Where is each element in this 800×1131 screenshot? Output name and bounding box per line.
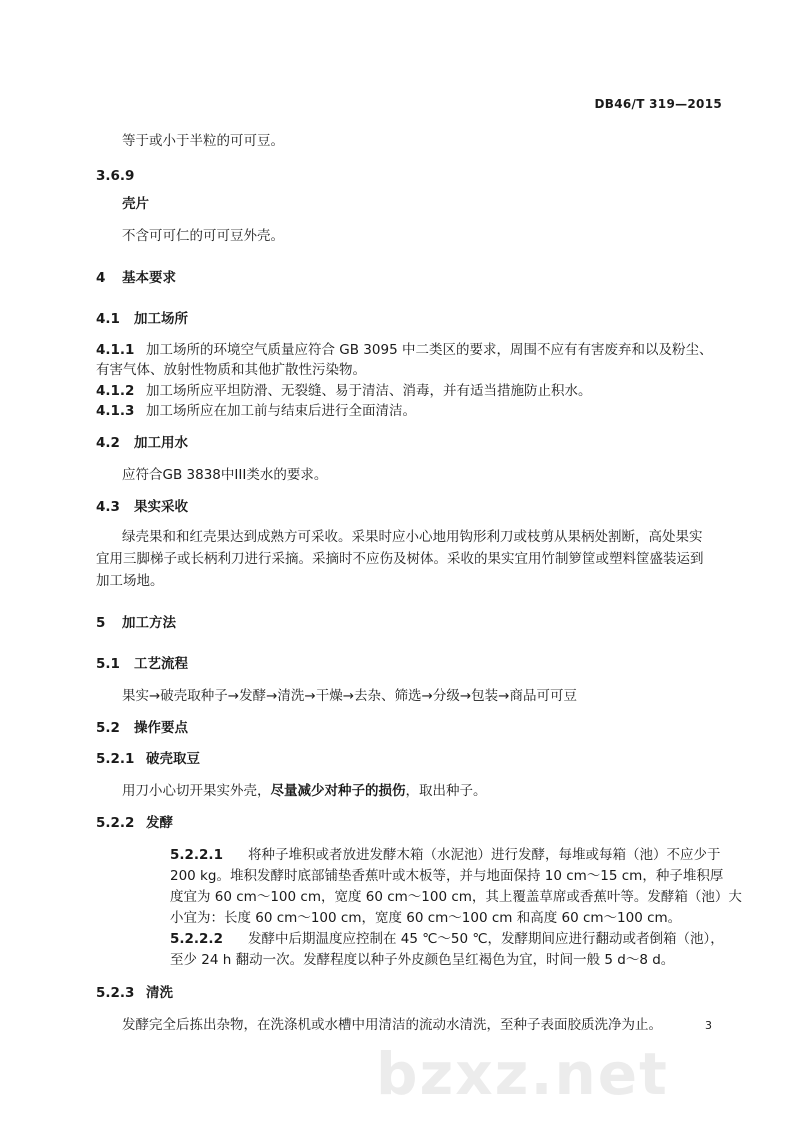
clause-text-cont: 200 kg。堆积发酵时底部铺垫香蕉叶或木板等，并与地面保持 10 cm～15 cm，种子堆积厚 bbox=[170, 868, 724, 884]
text-run: 用刀小心切开果实外壳， bbox=[122, 783, 271, 799]
section-number: 5.2 bbox=[96, 720, 120, 736]
section-4-2-heading bbox=[96, 433, 188, 453]
section-title: 操作要点 bbox=[134, 720, 188, 736]
section-5-heading bbox=[96, 613, 176, 633]
clause-4-1-1 bbox=[96, 340, 712, 360]
section-number: 5.2.2 bbox=[96, 815, 135, 831]
body-text: 加工场地。 bbox=[96, 573, 164, 589]
section-5-2-2-heading bbox=[96, 813, 173, 833]
term-title: 壳片 bbox=[122, 196, 149, 212]
text-run: ，取出种子。 bbox=[405, 783, 487, 799]
section-title: 清洗 bbox=[146, 985, 173, 1001]
section-number: 5.2.1 bbox=[96, 751, 135, 767]
body-text: 发酵完全后拣出杂物，在洗涤机或水槽中用清洁的流动水清洗，至种子表面胶质洗净为止。 bbox=[122, 1017, 662, 1033]
section-title: 加工场所 bbox=[134, 311, 188, 327]
section-number: 4.1 bbox=[96, 311, 120, 327]
section-title: 发酵 bbox=[146, 815, 173, 831]
clause-text: 将种子堆积或者放进发酵木箱（水泥池）进行发酵，每堆或每箱（池）不应少于 bbox=[248, 847, 721, 863]
section-number: 5.1 bbox=[96, 656, 120, 672]
section-5-1-heading bbox=[96, 654, 188, 674]
section-number: 5.2.3 bbox=[96, 985, 135, 1001]
section-number: 4 bbox=[96, 270, 106, 286]
term-definition: 不含可可仁的可可豆外壳。 bbox=[122, 228, 284, 244]
section-title: 基本要求 bbox=[122, 270, 176, 286]
section-title: 工艺流程 bbox=[134, 656, 188, 672]
text-run-bold: 尽量减少对种子的损伤 bbox=[270, 783, 406, 799]
clause-text-cont: 至少 24 h 翻动一次。发酵程度以种子外皮颜色呈红褐色为宜，时间一般 5 d～8 d。 bbox=[170, 952, 675, 968]
clause-text-cont: 有害气体、放射性物质和其他扩散性污染物。 bbox=[96, 362, 366, 378]
term-number: 3.6.9 bbox=[96, 168, 135, 184]
clause-4-1-3 bbox=[96, 401, 416, 421]
body-text: 应符合GB 3838中III类水的要求。 bbox=[122, 467, 328, 483]
section-4-1-heading bbox=[96, 309, 188, 329]
clause-number: 4.1.3 bbox=[96, 403, 135, 419]
clause-text-cont: 度宜为 60 cm～100 cm，宽度 60 cm～100 cm，其上覆盖草席或香蕉叶等。发酵箱（池）大 bbox=[170, 889, 742, 905]
section-number: 4.2 bbox=[96, 435, 120, 451]
watermark-logo: bzxz.net bbox=[376, 1040, 669, 1108]
section-5-2-3-heading bbox=[96, 983, 173, 1003]
section-title: 破壳取豆 bbox=[146, 751, 200, 767]
body-text: 等于或小于半粒的可可豆。 bbox=[122, 133, 284, 149]
body-text bbox=[122, 781, 487, 801]
clause-5-2-2-2 bbox=[170, 929, 724, 949]
process-flow: 果实→破壳取种子→发酵→清洗→干燥→去杂、筛选→分级→包装→商品可可豆 bbox=[122, 688, 577, 704]
clause-text: 加工场所的环境空气质量应符合 GB 3095 中二类区的要求，周围不应有有害废弃和以及粉尘、 bbox=[146, 342, 713, 358]
clause-5-2-2-1 bbox=[170, 845, 721, 865]
section-title: 加工方法 bbox=[122, 615, 176, 631]
document-id: DB46/T 319—2015 bbox=[594, 97, 722, 111]
section-5-2-heading bbox=[96, 718, 188, 738]
section-title: 加工用水 bbox=[134, 435, 188, 451]
body-text: 宜用三脚梯子或长柄利刀进行采摘。采摘时不应伤及树体。采收的果实宜用竹制箩筐或塑料筐盛装运到 bbox=[96, 551, 704, 567]
section-4-3-heading bbox=[96, 497, 188, 517]
body-text: 绿壳果和和红壳果达到成熟方可采收。采果时应小心地用钩形利刀或枝剪从果柄处割断，高处果实 bbox=[122, 529, 703, 545]
section-5-2-1-heading bbox=[96, 749, 200, 769]
section-number: 4.3 bbox=[96, 499, 120, 515]
clause-number: 4.1.2 bbox=[96, 383, 135, 399]
section-number: 5 bbox=[96, 615, 106, 631]
clause-number: 4.1.1 bbox=[96, 342, 135, 358]
page-number: 3 bbox=[705, 1019, 712, 1032]
clause-number: 5.2.2.1 bbox=[170, 847, 223, 863]
section-title: 果实采收 bbox=[134, 499, 188, 515]
clause-text: 加工场所应平坦防滑、无裂缝、易于清洁、消毒，并有适当措施防止积水。 bbox=[146, 383, 592, 399]
clause-text: 发酵中后期温度应控制在 45 ℃～50 ℃，发酵期间应进行翻动或者倒箱（池）， bbox=[248, 931, 724, 947]
clause-number: 5.2.2.2 bbox=[170, 931, 223, 947]
clause-text-cont: 小宜为：长度 60 cm～100 cm，宽度 60 cm～100 cm 和高度 60 cm～100 cm。 bbox=[170, 910, 682, 926]
section-4-heading bbox=[96, 268, 176, 288]
clause-text: 加工场所应在加工前与结束后进行全面清洁。 bbox=[146, 403, 416, 419]
clause-4-1-2 bbox=[96, 381, 592, 401]
